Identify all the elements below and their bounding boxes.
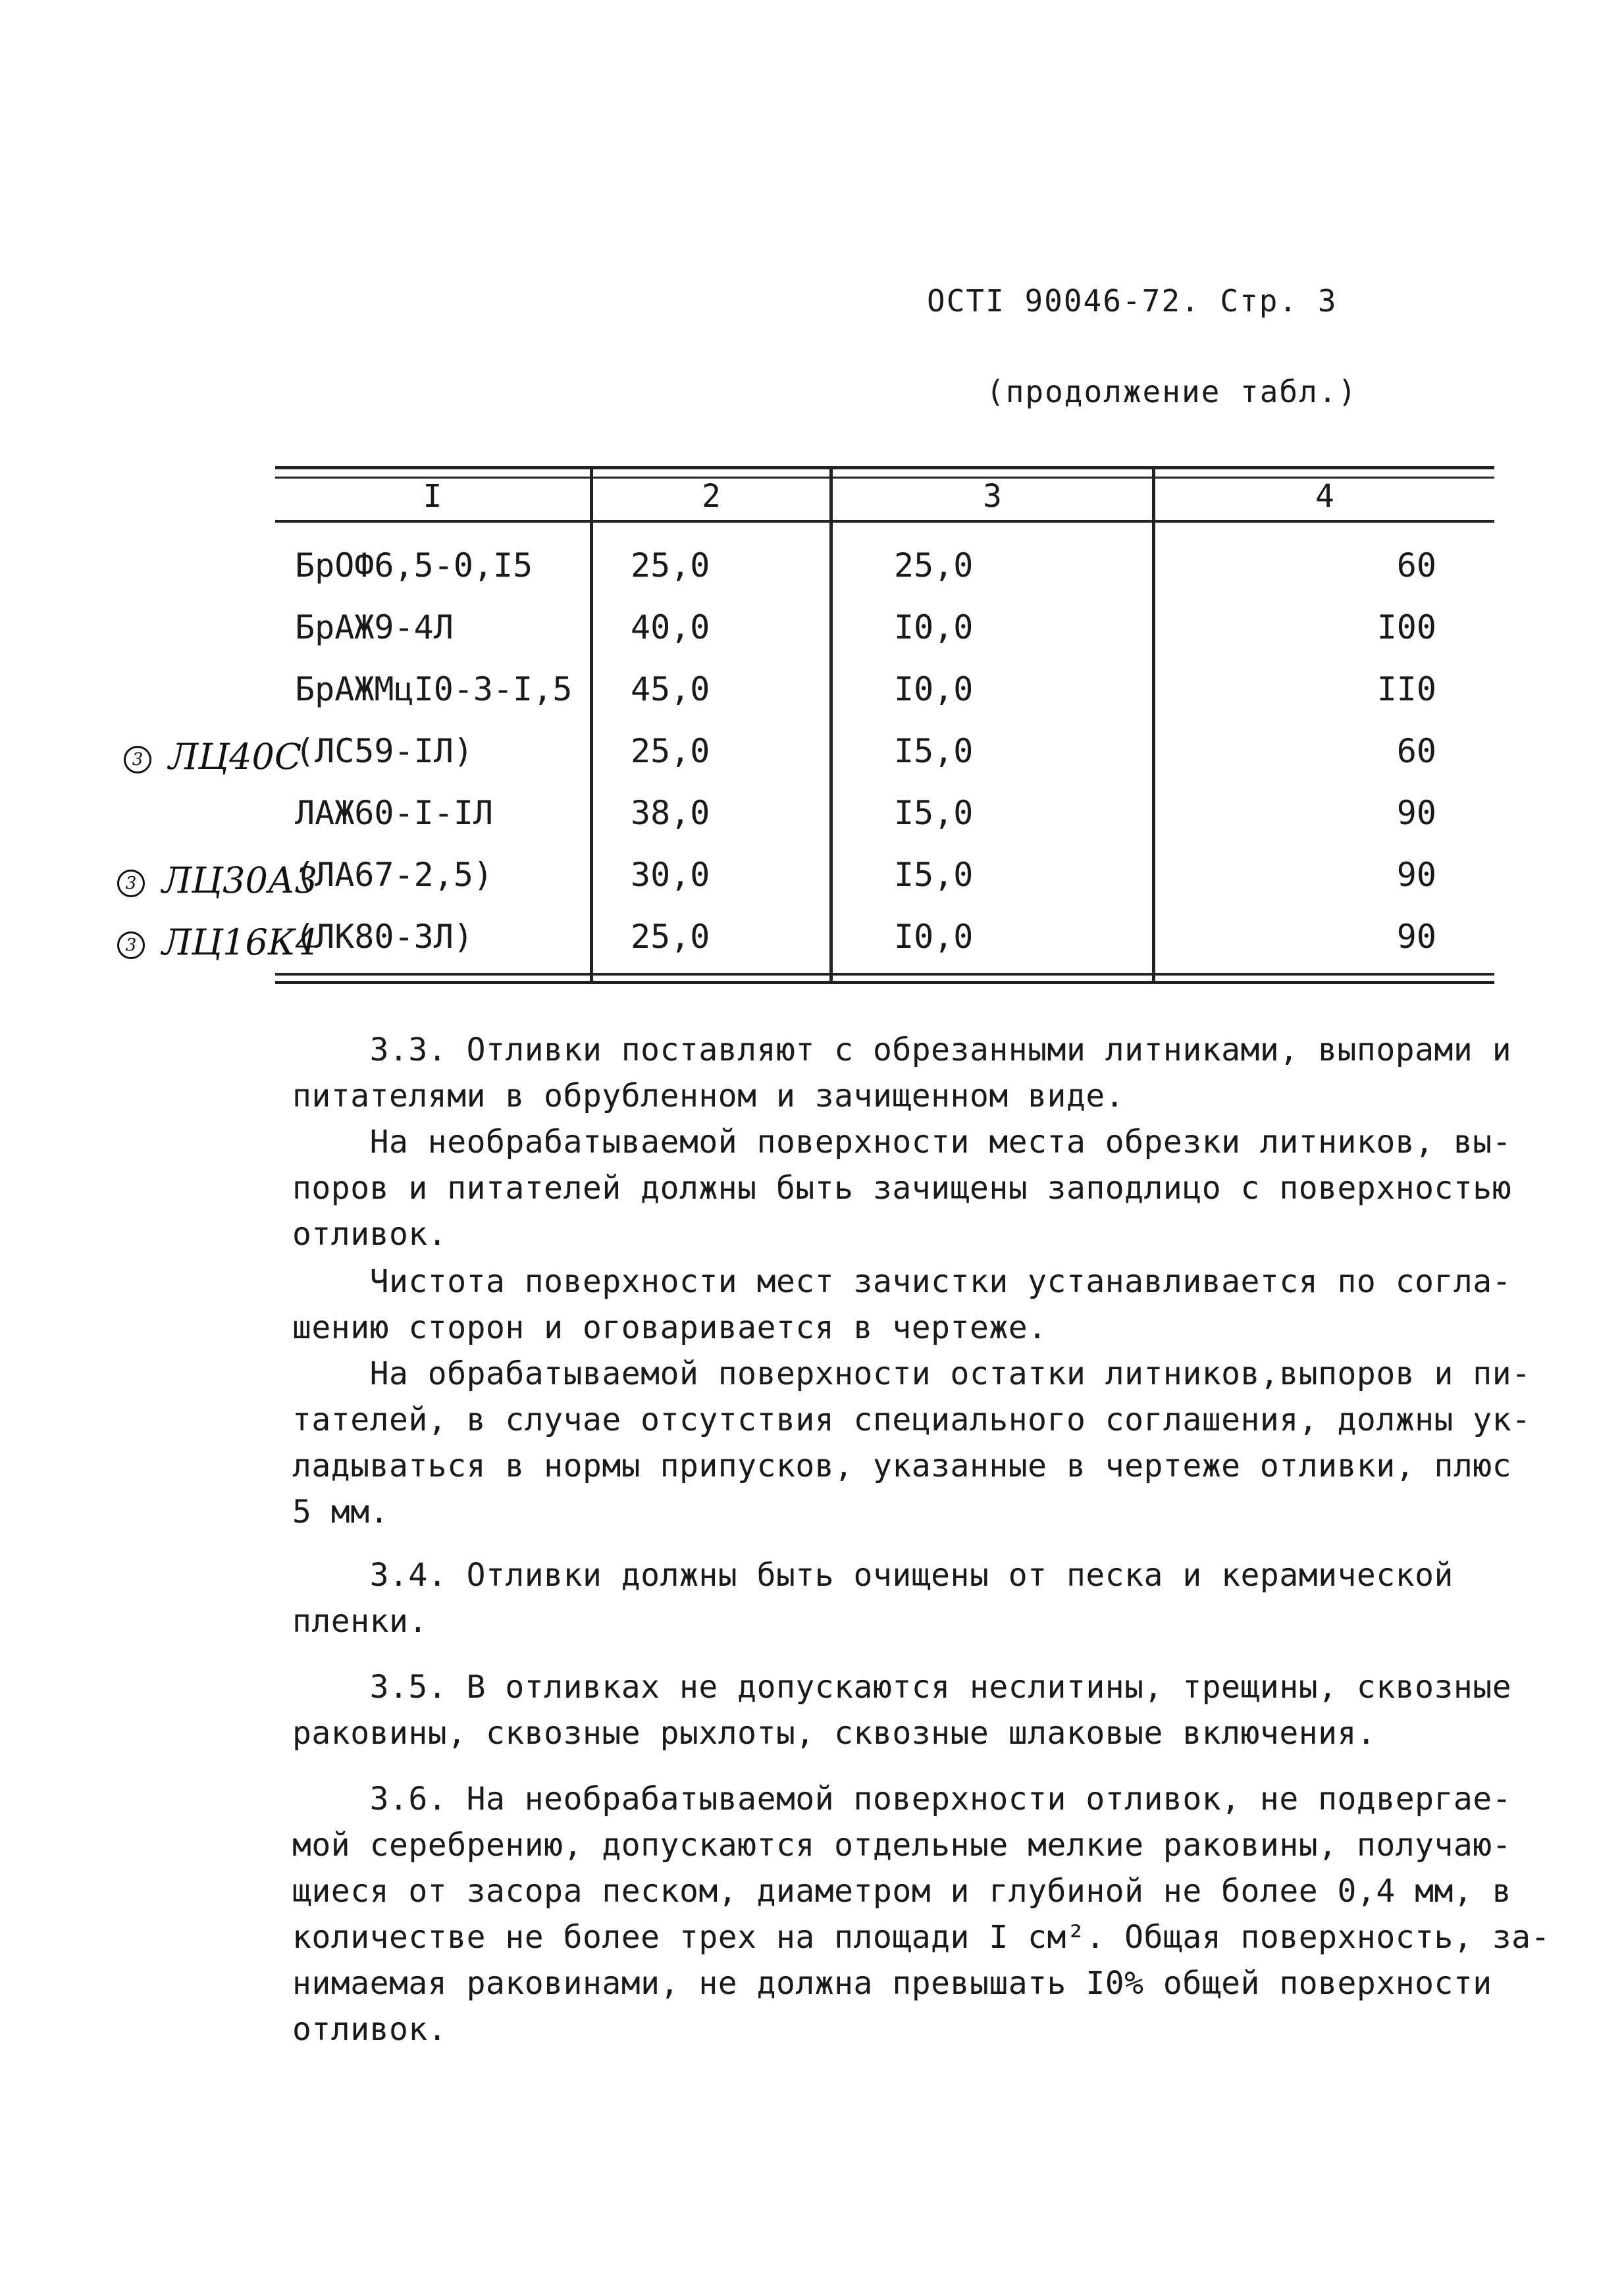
material-cell: (ЛА67-2,5) <box>295 856 494 894</box>
value-cell: 25,0 <box>631 732 710 770</box>
revision-mark-icon: 3 <box>124 746 151 773</box>
handwritten-material: ЛЦ40С <box>169 736 302 777</box>
table-bottom-rule <box>275 981 1494 984</box>
value-cell: 40,0 <box>631 608 710 646</box>
value-cell: I5,0 <box>894 794 974 832</box>
table-row <box>275 658 1494 720</box>
table-row <box>275 596 1494 658</box>
paragraph-3-4: 3.4. Отливки должны быть очищены от песка и керамической пленки. <box>292 1557 1454 1640</box>
table-row <box>275 720 1494 782</box>
paragraph-3-6: 3.6. На необрабатываемой поверхности отливок, не подвергае- мой серебрению, допускаются отдельные мелкие раковины, получаю- щиеся от засора песком, диаметром и глубиной не более 0,4 мм, в количестве не более трех на площади I см². Общая поверхность, за- нимаемая раковинами, не должна превышать I0% общей поверхности отливок. <box>292 1781 1550 2048</box>
column-header-3: 3 <box>983 478 1002 515</box>
handwritten-material: ЛЦ16К4 <box>162 922 319 963</box>
handwritten-amendment <box>117 922 318 963</box>
handwritten-amendment <box>124 736 301 777</box>
column-header-2: 2 <box>702 478 721 515</box>
value-cell: I5,0 <box>894 732 974 770</box>
column-header-1: I <box>423 478 442 515</box>
material-cell: БрОФ6,5-0,I5 <box>295 546 533 585</box>
handwritten-material: ЛЦ30А3 <box>162 860 318 901</box>
value-cell: 30,0 <box>631 856 710 894</box>
document-reference: ОСТI 90046-72. Стр. 3 <box>927 283 1338 319</box>
value-cell: 38,0 <box>631 794 710 832</box>
material-table <box>275 466 1494 986</box>
material-cell: (ЛК80-3Л) <box>295 918 473 956</box>
column-header-4: 4 <box>1315 478 1334 515</box>
table-continuation-caption: (продолжение табл.) <box>986 374 1358 409</box>
value-cell: 25,0 <box>631 546 710 585</box>
value-cell: 90 <box>1396 918 1436 956</box>
table-row <box>275 535 1494 596</box>
value-cell: 45,0 <box>631 670 710 708</box>
table-bottom-rule-inner <box>275 973 1494 976</box>
value-cell: 60 <box>1396 732 1436 770</box>
table-row <box>275 906 1494 968</box>
handwritten-amendment <box>117 860 317 901</box>
revision-mark-icon: 3 <box>117 931 145 959</box>
value-cell: I00 <box>1376 608 1436 646</box>
revision-mark-icon: 3 <box>117 870 145 897</box>
value-cell: I5,0 <box>894 856 974 894</box>
paragraph-3-3-untreated-surface: На необрабатываемой поверхности места обрезки литников, вы- поров и питателей должны быть зачищены заподлицо с поверхностью отливок. <box>292 1124 1512 1253</box>
paragraph-3-3-machined-surface: На обрабатываемой поверхности остатки литников,выпоров и пи- тателей, в случае отсутствия специального соглашения, должны ук- ладываться в нормы припусков, указанные в чертеже отливки, плюс 5 мм. <box>292 1355 1531 1530</box>
value-cell: 25,0 <box>631 918 710 956</box>
paragraph-3-5: 3.5. В отливках не допускаются неслитины, трещины, сквозные раковины, сквозные рыхлоты, сквозные шлаковые включения. <box>292 1669 1512 1752</box>
value-cell: I0,0 <box>894 918 974 956</box>
table-row <box>275 844 1494 906</box>
value-cell: 90 <box>1396 856 1436 894</box>
material-cell: БрАЖ9-4Л <box>295 608 454 646</box>
value-cell: 90 <box>1396 794 1436 832</box>
value-cell: I0,0 <box>894 608 974 646</box>
paragraph-3-3-surface-finish: Чистота поверхности мест зачистки устанавливается по согла- шению сторон и оговаривается в чертеже. <box>292 1263 1512 1346</box>
material-cell: ЛАЖ60-I-IЛ <box>295 794 494 832</box>
value-cell: 60 <box>1396 546 1436 585</box>
table-row <box>275 782 1494 844</box>
table-header-rule <box>275 520 1494 523</box>
material-cell: БрАЖМцI0-3-I,5 <box>295 670 573 708</box>
material-cell: (ЛС59-IЛ) <box>295 732 473 770</box>
paragraph-3-3: 3.3. Отливки поставляют с обрезанными литниками, выпорами и питателями в обрубленном и зачищенном виде. <box>292 1032 1512 1114</box>
value-cell: 25,0 <box>894 546 974 585</box>
value-cell: I0,0 <box>894 670 974 708</box>
value-cell: II0 <box>1376 670 1436 708</box>
table-top-rule <box>275 466 1494 469</box>
